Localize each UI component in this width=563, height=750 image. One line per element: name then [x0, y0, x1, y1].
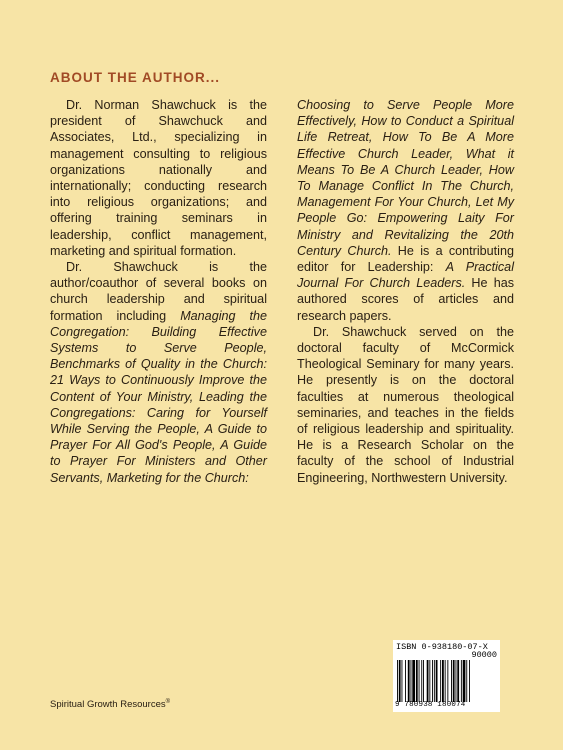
barcode-bar	[453, 660, 455, 702]
barcode-bar	[434, 660, 435, 702]
barcode-bar	[402, 660, 403, 702]
barcode-bar	[436, 660, 438, 702]
barcode-bar	[442, 660, 444, 702]
barcode-bar	[416, 660, 418, 702]
barcode-bar	[408, 660, 410, 702]
isbn-text: ISBN 0-938180-07-X	[396, 642, 488, 652]
books-intro: Dr. Shawchuck is the author/coauthor of several books on church leadership and spiritual formation including	[50, 260, 267, 323]
barcode-bar	[463, 660, 466, 702]
barcode-bar	[461, 660, 462, 702]
barcode-bar	[451, 660, 452, 702]
barcode-bar	[419, 660, 420, 702]
book-titles: Managing the Congregation: Building Effective Systems to Serve People, Benchmarks of Quality in the Church: 21 Ways to Continuously Improve the Content of Your Ministry, Leading the Congregations: Caring for Yourself While Serving the People, A Guide to Prayer For All God's People, A Guide to Prayer For Ministers and Other Servants, Marketing for the Church:	[50, 308, 267, 485]
isbn-barcode	[393, 640, 500, 712]
barcode-bar	[469, 660, 470, 702]
bio-paragraph-2-cont	[297, 97, 514, 324]
section-heading: ABOUT THE AUTHOR...	[50, 70, 220, 85]
barcode-bar	[423, 660, 424, 702]
barcode-bar	[457, 660, 459, 702]
editor-text: He is a contributing editor for Leadership:	[297, 243, 514, 275]
barcode-bar	[445, 660, 446, 702]
publisher-name: Spiritual Growth Resources	[50, 699, 166, 711]
book-titles-cont: Choosing to Serve People More Effectively, How to Conduct a Spiritual Life Retreat, How To Be A More Effective Church Leader, What it Means To Be A Church Leader, How To Manage Conflict In The Church, Management For Your Church, Let My People Go: Empowering Laity For Ministry and Revitalizing the 20th Century Church.	[297, 98, 514, 258]
articles-text: He has authored scores of articles and research papers.	[297, 276, 514, 323]
bio-paragraph-3: Dr. Shawchuck served on the doctoral faculty of McCormick Theological Seminary for many years. He presently is on the doctoral faculties at numerous theological seminaries, and teaches in the fields of religious leadership and spirituality. He is a Research Scholar on the faculty of the school of Industrial Engineering, Northwestern University.	[297, 324, 514, 485]
barcode-bar	[412, 660, 415, 702]
bio-paragraph-1: Dr. Norman Shawchuck is the president of Shawchuck and Associates, Ltd., specializing in management consulting to religious organizations nationally and internationally; conducting research into religious organizations; and offering training seminars in leadership, conflict management, marketing and spiritual formation.	[50, 98, 267, 258]
barcode-bar	[432, 660, 433, 702]
barcode-bar	[411, 660, 412, 702]
left-column	[50, 97, 267, 486]
barcode-bar	[429, 660, 430, 702]
barcode-bar	[447, 660, 448, 702]
price-code: 90000	[471, 650, 497, 660]
barcode-bar	[399, 660, 401, 702]
registered-mark: ®	[165, 699, 171, 705]
barcode-bar	[466, 660, 467, 702]
bio-paragraph-2	[50, 259, 267, 486]
right-column	[297, 97, 514, 486]
barcode-bar	[427, 660, 429, 702]
journal-title: A Practical Journal For Church Leaders.	[297, 260, 514, 291]
barcode-bar	[405, 660, 406, 702]
ean-number: 9 780938 180074	[395, 701, 466, 709]
barcode-bar	[421, 660, 422, 702]
barcode-bar	[456, 660, 457, 702]
barcode-bars	[397, 660, 496, 702]
publisher-imprint	[50, 699, 170, 710]
barcode-bar	[397, 660, 398, 702]
barcode-bar	[440, 660, 441, 702]
